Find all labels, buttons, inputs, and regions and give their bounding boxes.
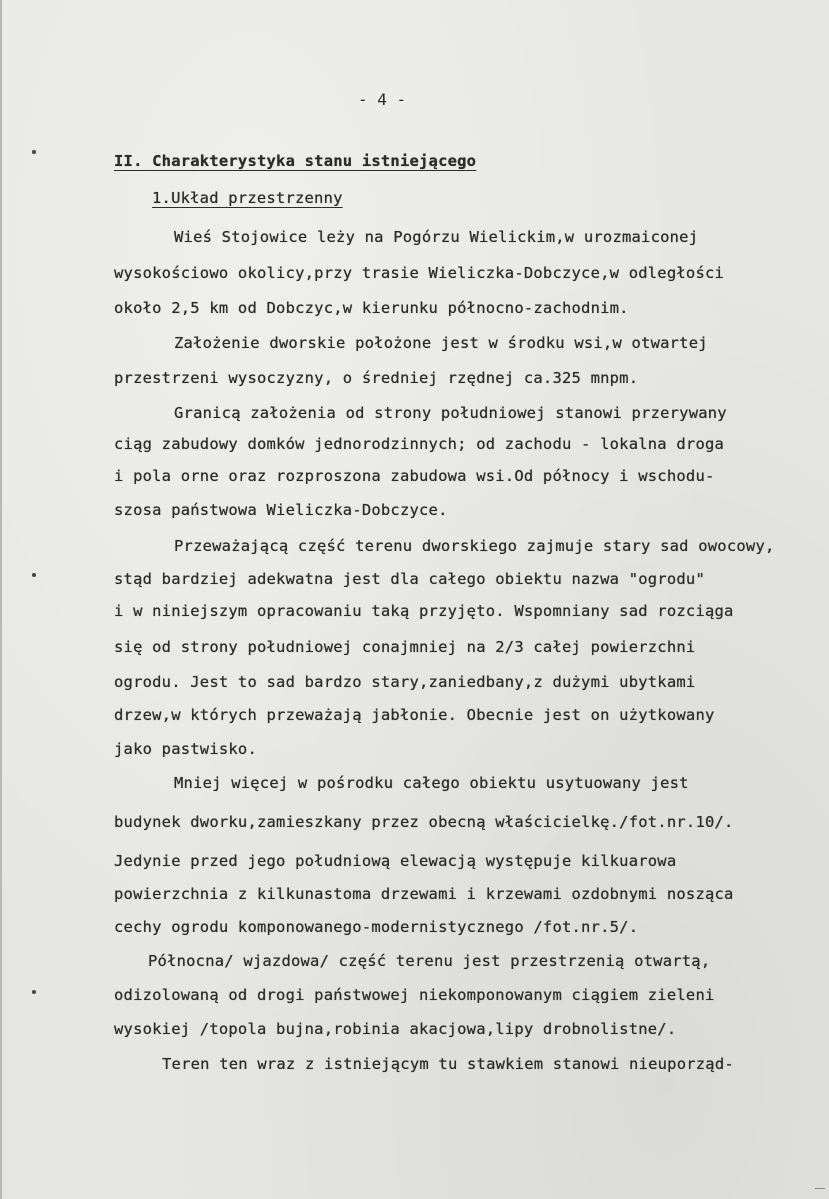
text-line: drzew,w których przeważają jabłonie. Obecnie jest on użytkowany	[114, 706, 715, 724]
text-line: wysokiej /topola bujna,robinia akacjowa,lipy drobnolistne/.	[114, 1020, 677, 1038]
text-line: jako pastwisko.	[114, 740, 257, 758]
text-line: Przeważającą część terenu dworskiego zajmuje stary sad owocowy,	[174, 537, 775, 555]
text-line: Jedynie przed jego południową elewacją występuje kilkuarowa	[114, 852, 677, 870]
text-line: i pola orne oraz rozproszona zabudowa wsi.Od północy i wschodu-	[114, 467, 715, 485]
text-line: się od strony południowej conajmniej na 2/3 całej powierzchni	[114, 638, 696, 656]
text-line: odizolowaną od drogi państwowej niekomponowanym ciągiem zieleni	[114, 986, 715, 1004]
text-line: Granicą założenia od strony południowej stanowi przerywany	[174, 404, 727, 422]
text-line: Teren ten wraz z istniejącym tu stawkiem stanowi nieuporząd-	[162, 1055, 734, 1073]
text-line: Wieś Stojowice leży na Pogórzu Wielickim,w urozmaiconej	[174, 228, 699, 246]
punch-hole-mark	[32, 990, 36, 994]
text-line: szosa państwowa Wieliczka-Dobczyce.	[114, 501, 448, 519]
text-line: wysokościowo okolicy,przy trasie Wieliczka-Dobczyce,w odległości	[114, 264, 725, 282]
text-line: Założenie dworskie położone jest w środku wsi,w otwartej	[174, 334, 708, 352]
text-line: stąd bardziej adekwatna jest dla całego obiektu nazwa "ogrodu"	[114, 570, 705, 588]
text-line: i w niniejszym opracowaniu taką przyjęto. Wspomniany sad rozciąga	[114, 602, 734, 620]
punch-hole-mark	[32, 573, 36, 577]
scan-edge-mark	[815, 1188, 825, 1195]
text-line: powierzchnia z kilkunastoma drzewami i krzewami ozdobnymi nosząca	[114, 885, 734, 903]
subsection-heading: 1.Układ przestrzenny	[152, 189, 343, 207]
text-line: cechy ogrodu komponowanego-modernistycznego /fot.nr.5/.	[114, 918, 639, 936]
section-heading: II. Charakterystyka stanu istniejącego	[114, 152, 477, 170]
page-number: - 4 -	[358, 90, 407, 109]
text-line: ogrodu. Jest to sad bardzo stary,zaniedbany,z dużymi ubytkami	[114, 673, 696, 691]
text-line: przestrzeni wysoczyzny, o średniej rzędnej ca.325 mnpm.	[114, 369, 639, 387]
text-line: ciąg zabudowy domków jednorodzinnych; od zachodu - lokalna droga	[114, 435, 725, 453]
punch-hole-mark	[32, 150, 36, 154]
text-line: budynek dworku,zamieszkany przez obecną właścicielkę./fot.nr.10/.	[114, 813, 734, 831]
text-line: Mniej więcej w pośrodku całego obiektu usytuowany jest	[174, 774, 689, 792]
text-line: około 2,5 km od Dobczyc,w kierunku północno-zachodnim.	[114, 299, 629, 317]
text-line: Północna/ wjazdowa/ część terenu jest przestrzenią otwartą,	[148, 952, 711, 970]
